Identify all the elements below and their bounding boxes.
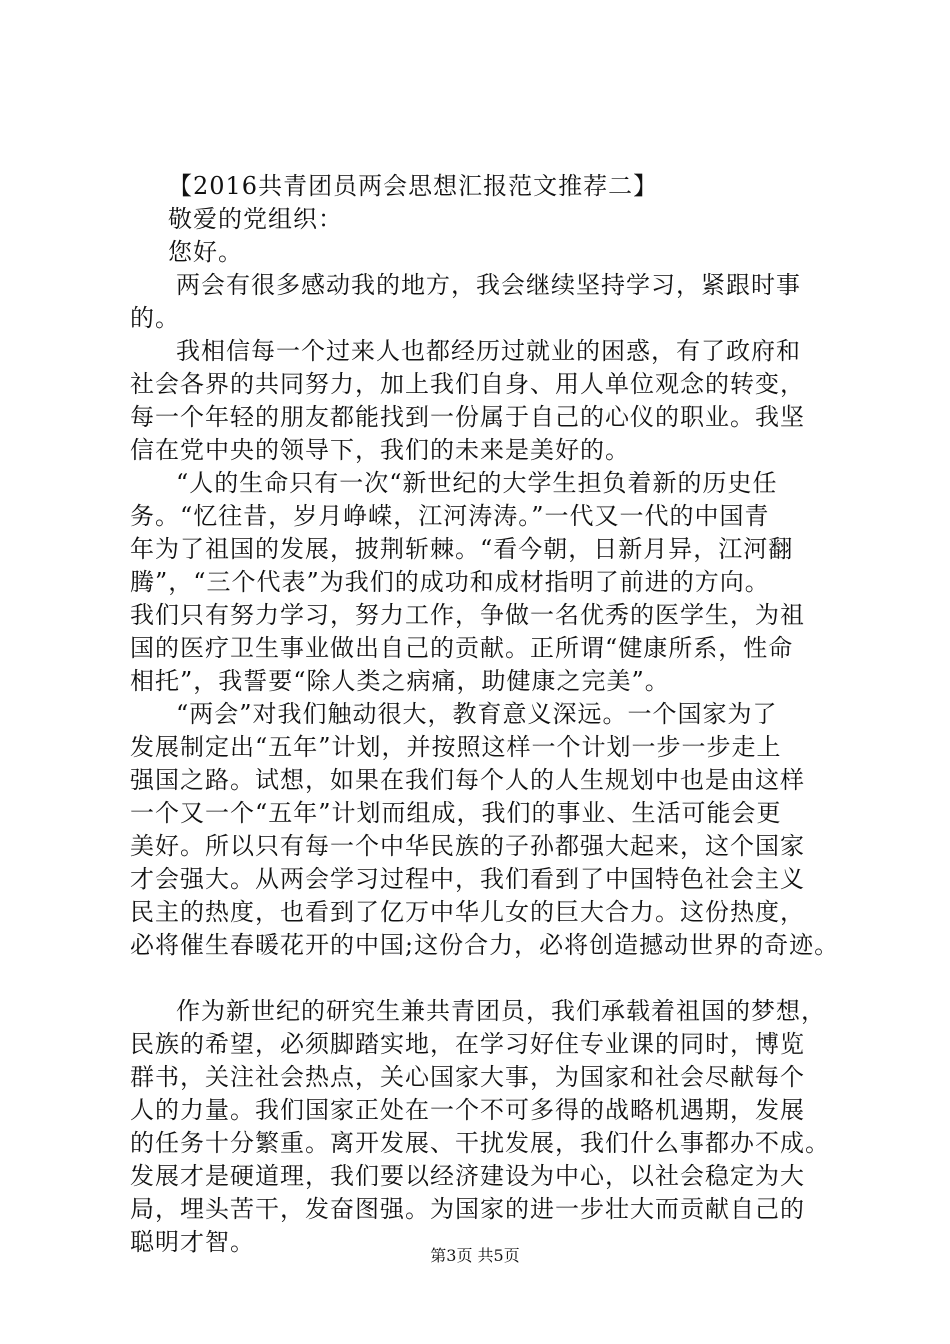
paragraph-gap bbox=[130, 962, 850, 995]
paragraph-line: 美好。所以只有每一个中华民族的子孙都强大起来，这个国家 bbox=[130, 832, 805, 860]
paragraph-line: 两会有很多感动我的地方，我会继续坚持学习，紧跟时事 bbox=[176, 271, 801, 299]
paragraph-line: 社会各界的共同努力，加上我们自身、用人单位观念的转变， bbox=[130, 370, 805, 398]
paragraph-line: “人的生命只有一次“新世纪的大学生担负着新的历史任 bbox=[176, 469, 778, 497]
paragraph-line: 国的医疗卫生事业做出自己的贡献。正所谓“健康所系，性命 bbox=[130, 634, 794, 662]
paragraph-line: 聪明才智。 bbox=[130, 1228, 255, 1256]
paragraph-line: 强国之路。试想，如果在我们每个人的人生规划中也是由这样 bbox=[130, 766, 805, 794]
paragraph-line: 发展制定出“五年”计划，并按照这样一个计划一步一步走上 bbox=[130, 733, 782, 761]
paragraph-line: 的。 bbox=[130, 304, 180, 332]
paragraph-line: 腾”，“三个代表”为我们的成功和成材指明了前进的方向。 bbox=[130, 568, 770, 596]
paragraph-line: “两会”对我们触动很大，教育意义深远。一个国家为了 bbox=[176, 700, 778, 728]
document-heading: 【2016共青团员两会思想汇报范文推荐二】 bbox=[168, 172, 659, 200]
paragraph-line: 作为新世纪的研究生兼共青团员，我们承载着祖国的梦想， bbox=[176, 997, 826, 1025]
paragraph-line: 发展才是硬道理，我们要以经济建设为中心，以社会稳定为大 bbox=[130, 1162, 805, 1190]
paragraph-line: 局，埋头苦干，发奋图强。为国家的进一步壮大而贡献自己的 bbox=[130, 1195, 805, 1223]
page-number: 第3页 共5页 bbox=[430, 1246, 520, 1265]
paragraph-line: 一个又一个“五年”计划而组成，我们的事业、生活可能会更 bbox=[130, 799, 782, 827]
paragraph-line: 民族的希望，必须脚踏实地，在学习好住专业课的同时，博览 bbox=[130, 1030, 805, 1058]
greeting: 您好。 bbox=[168, 238, 243, 266]
paragraph-line: 相托”，我誓要“除人类之病痛，助健康之完美”。 bbox=[130, 667, 670, 695]
paragraph-line: 每一个年轻的朋友都能找到一份属于自己的心仪的职业。我坚 bbox=[130, 403, 805, 431]
paragraph-line: 民主的热度，也看到了亿万中华儿女的巨大合力。这份热度， bbox=[130, 898, 805, 926]
paragraph-line: 信在党中央的领导下，我们的未来是美好的。 bbox=[130, 436, 630, 464]
paragraph-line: 的任务十分繁重。离开发展、干扰发展，我们什么事都办不成。 bbox=[130, 1129, 830, 1157]
paragraph-line: 我们只有努力学习，努力工作，争做一名优秀的医学生，为祖 bbox=[130, 601, 805, 629]
page-footer bbox=[0, 1243, 950, 1266]
paragraph-line: 年为了祖国的发展，披荆斩棘。“看今朝，日新月异，江河翻 bbox=[130, 535, 794, 563]
paragraph-line: 我相信每一个过来人也都经历过就业的困惑，有了政府和 bbox=[176, 337, 801, 365]
paragraph-line: 群书，关注社会热点，关心国家大事，为国家和社会尽献每个 bbox=[130, 1063, 805, 1091]
paragraph-line: 务。“忆往昔，岁月峥嵘，江河涛涛。”一代又一代的中国青 bbox=[130, 502, 770, 530]
paragraph-line: 必将催生春暖花开的中国;这份合力，必将创造撼动世界的奇迹。 bbox=[130, 931, 840, 959]
salutation: 敬爱的党组织： bbox=[168, 205, 343, 233]
paragraph-line: 人的力量。我们国家正处在一个不可多得的战略机遇期，发展 bbox=[130, 1096, 805, 1124]
paragraph-line: 才会强大。从两会学习过程中，我们看到了中国特色社会主义 bbox=[130, 865, 805, 893]
document-body bbox=[130, 170, 850, 1259]
